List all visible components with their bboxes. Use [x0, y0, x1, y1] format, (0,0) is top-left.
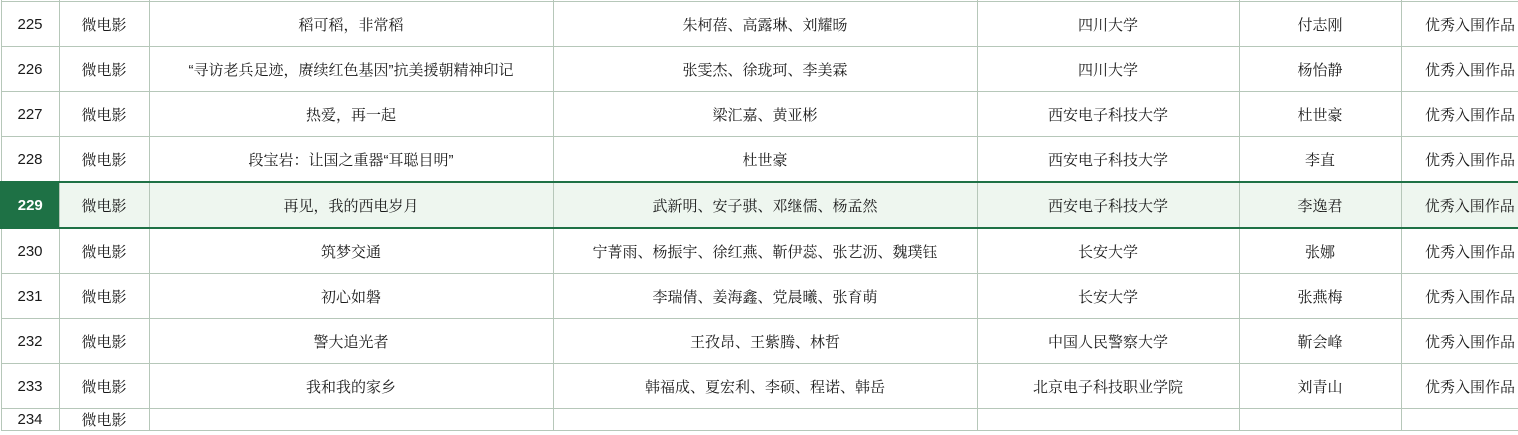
cell-authors: 李瑞倩、姜海鑫、党晨曦、张育萌	[553, 274, 977, 319]
cell-school: 中国人民警察大学	[977, 319, 1239, 364]
cell-type: 微电影	[59, 319, 149, 364]
table-row[interactable]	[1, 409, 1518, 431]
table-row[interactable]	[1, 364, 1518, 409]
cell-school: 西安电子科技大学	[977, 137, 1239, 183]
cell-teacher	[1239, 409, 1401, 431]
cell-type: 微电影	[59, 92, 149, 137]
table-body	[1, 0, 1518, 431]
cell-index: 227	[1, 92, 59, 137]
cell-teacher: 杜世豪	[1239, 92, 1401, 137]
cell-index: 230	[1, 228, 59, 274]
table-row[interactable]	[1, 47, 1518, 92]
cell-teacher: 张燕梅	[1239, 274, 1401, 319]
cell-school: 北京电子科技职业学院	[977, 364, 1239, 409]
cell-type: 微电影	[59, 364, 149, 409]
table-row[interactable]	[1, 274, 1518, 319]
cell-type: 微电影	[59, 409, 149, 431]
cell-title	[149, 409, 553, 431]
cell-teacher: 李逸君	[1239, 182, 1401, 228]
cell-award: 优秀入围作品	[1401, 364, 1518, 409]
cell-index: 226	[1, 47, 59, 92]
cell-school	[977, 409, 1239, 431]
cell-award: 优秀入围作品	[1401, 182, 1518, 228]
cell-award: 优秀入围作品	[1401, 92, 1518, 137]
cell-teacher: 付志刚	[1239, 2, 1401, 47]
cell-teacher: 刘青山	[1239, 364, 1401, 409]
cell-index: 228	[1, 137, 59, 183]
cell-index: 225	[1, 2, 59, 47]
cell-title: 我和我的家乡	[149, 364, 553, 409]
cell-authors: 朱柯蓓、高露琳、刘耀旸	[553, 2, 977, 47]
cell-authors	[553, 409, 977, 431]
cell-title: 警大追光者	[149, 319, 553, 364]
cell-school: 西安电子科技大学	[977, 182, 1239, 228]
table-row[interactable]	[1, 228, 1518, 274]
cell-title: 段宝岩：让国之重器“耳聪目明”	[149, 137, 553, 183]
cell-type: 微电影	[59, 47, 149, 92]
cell-index: 231	[1, 274, 59, 319]
cell-award: 优秀入围作品	[1401, 274, 1518, 319]
cell-index: 233	[1, 364, 59, 409]
cell-type: 微电影	[59, 2, 149, 47]
cell-type: 微电影	[59, 228, 149, 274]
cell-award: 优秀入围作品	[1401, 137, 1518, 183]
cell-index: 232	[1, 319, 59, 364]
cell-type: 微电影	[59, 137, 149, 183]
cell-authors: 宁菁雨、杨振宇、徐红燕、靳伊蕊、张艺沥、魏璞钰	[553, 228, 977, 274]
cell-type: 微电影	[59, 274, 149, 319]
cell-authors: 武新明、安子骐、邓继儒、杨孟然	[553, 182, 977, 228]
cell-school: 四川大学	[977, 2, 1239, 47]
cell-authors: 张雯杰、徐珑珂、李美霖	[553, 47, 977, 92]
cell-authors: 王孜昂、王紫腾、林哲	[553, 319, 977, 364]
table-row[interactable]	[1, 137, 1518, 183]
cell-award: 优秀入围作品	[1401, 228, 1518, 274]
cell-teacher: 李直	[1239, 137, 1401, 183]
cell-award: 优秀入围作品	[1401, 47, 1518, 92]
cell-school: 长安大学	[977, 274, 1239, 319]
cell-teacher: 张娜	[1239, 228, 1401, 274]
cell-title: 再见，我的西电岁月	[149, 182, 553, 228]
cell-title: “寻访老兵足迹，赓续红色基因”抗美援朝精神印记	[149, 47, 553, 92]
cell-award: 优秀入围作品	[1401, 319, 1518, 364]
cell-title: 初心如磐	[149, 274, 553, 319]
cell-authors: 韩福成、夏宏利、李硕、程诺、韩岳	[553, 364, 977, 409]
cell-teacher: 杨怡静	[1239, 47, 1401, 92]
cell-authors: 梁汇嘉、黄亚彬	[553, 92, 977, 137]
cell-school: 长安大学	[977, 228, 1239, 274]
cell-teacher: 靳会峰	[1239, 319, 1401, 364]
cell-type: 微电影	[59, 182, 149, 228]
table-row-selected[interactable]	[1, 182, 1518, 228]
cell-award	[1401, 409, 1518, 431]
cell-award: 优秀入围作品	[1401, 2, 1518, 47]
table-row[interactable]	[1, 2, 1518, 47]
cell-title: 热爱，再一起	[149, 92, 553, 137]
cell-title: 稻可稻，非常稻	[149, 2, 553, 47]
cell-title: 筑梦交通	[149, 228, 553, 274]
cell-index: 229	[1, 182, 59, 228]
cell-authors: 杜世豪	[553, 137, 977, 183]
cell-school: 四川大学	[977, 47, 1239, 92]
table-row[interactable]	[1, 92, 1518, 137]
cell-school: 西安电子科技大学	[977, 92, 1239, 137]
cell-index: 234	[1, 409, 59, 431]
table-row[interactable]	[1, 319, 1518, 364]
